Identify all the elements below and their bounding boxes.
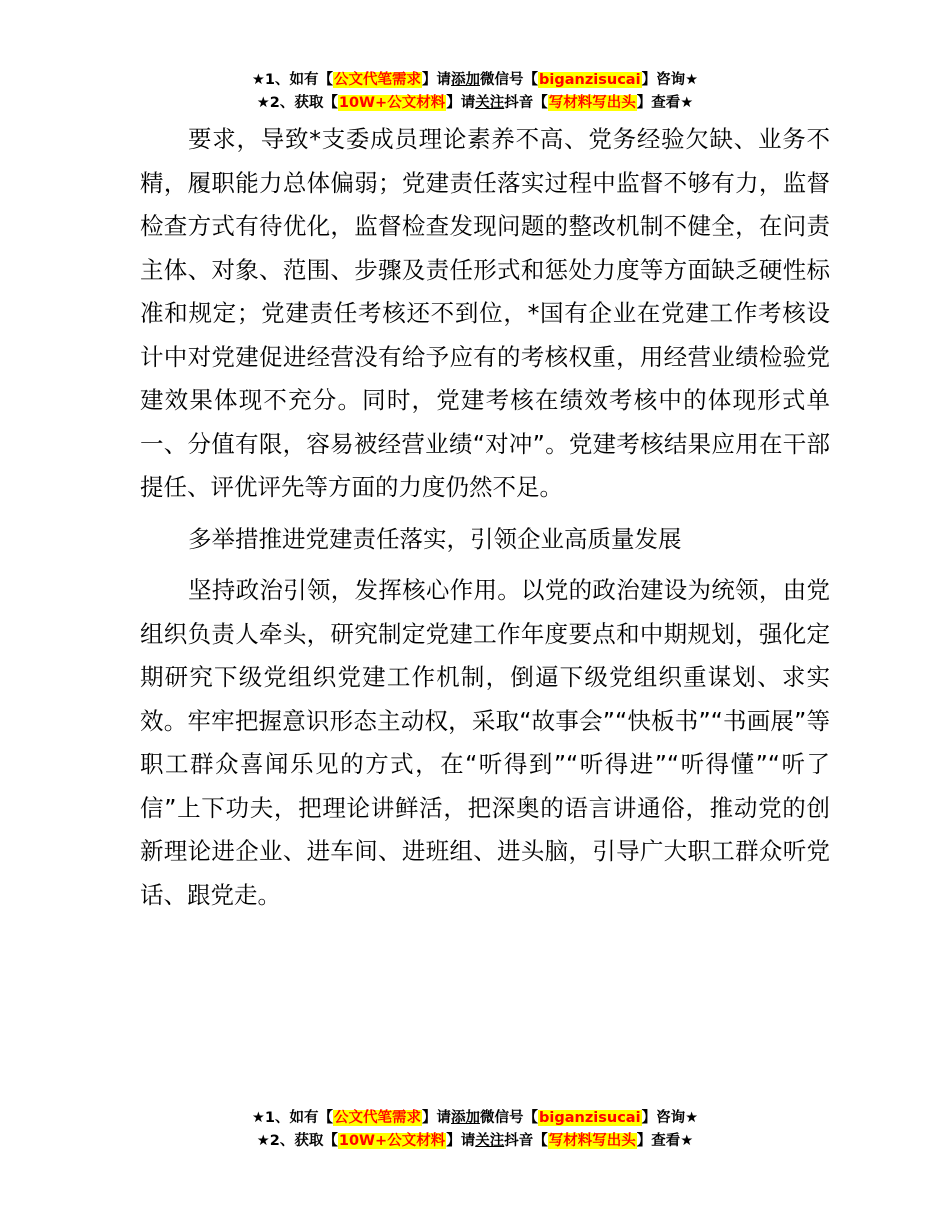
banner-line-1-middle: 】请 bbox=[422, 72, 452, 88]
banner-line-2-underlined: 关注 bbox=[475, 95, 505, 111]
banner-line-2-middle: 】请 bbox=[446, 95, 476, 111]
banner-line-2-suffix: 】查看★ bbox=[636, 95, 694, 111]
banner-line-2-highlight-douyin: 写材料写出头 bbox=[548, 95, 636, 111]
paragraph-problems: 要求，导致*支委成员理论素养不高、党务经验欠缺、业务不精，履职能力总体偏弱；党建责任落实过程中监督不够有力，监督检查方式有待优化，监督检查发现问题的整改机制不健全，在问责主体、对象、范围、步骤及责任形式和惩处力度等方面缺乏硬性标准和规定；党建责任考核还不到位，*国有企业在党建工作考核设计中对党建促进经营没有给予应有的考核权重，用经营业绩检验党建效果体现不充分。同时，党建考核在绩效考核中的体现形式单一、分值有限，容易被经营业绩“对冲”。党建考核结果应用在干部提任、评优评先等方面的力度仍然不足。 bbox=[140, 125, 830, 501]
banner-line-2-highlight-materials: 10W+公文材料 bbox=[338, 95, 446, 111]
footer-line-1-underlined: 添加 bbox=[451, 1110, 481, 1126]
banner-line-1-underlined: 添加 bbox=[451, 72, 481, 88]
footer-line-2-prefix: ★2、获取【 bbox=[256, 1133, 338, 1149]
footer-line-1-middle: 】请 bbox=[422, 1110, 452, 1126]
header-banner bbox=[0, 69, 950, 115]
footer-line-1-highlight-service: 公文代笔需求 bbox=[334, 1110, 422, 1126]
footer-line-2-middle: 】请 bbox=[446, 1133, 476, 1149]
banner-line-1-middle-2: 微信号【 bbox=[480, 72, 539, 88]
banner-line-2-middle-2: 抖音【 bbox=[504, 95, 548, 111]
footer-line-2-suffix: 】查看★ bbox=[636, 1133, 694, 1149]
banner-line-1-highlight-wechat: biganzisucai bbox=[539, 72, 641, 88]
section-heading: 多举措推进党建责任落实，引领企业高质量发展 bbox=[188, 524, 682, 553]
banner-line-1 bbox=[0, 69, 950, 92]
footer-line-1-highlight-wechat: biganzisucai bbox=[539, 1110, 641, 1126]
footer-line-2-middle-2: 抖音【 bbox=[504, 1133, 548, 1149]
footer-banner bbox=[0, 1107, 950, 1153]
footer-line-2-underlined: 关注 bbox=[475, 1133, 505, 1149]
banner-line-2 bbox=[0, 92, 950, 115]
footer-line-1-prefix: ★1、如有【 bbox=[251, 1110, 334, 1126]
banner-line-1-suffix: 】咨询★ bbox=[641, 72, 699, 88]
footer-line-2-highlight-materials: 10W+公文材料 bbox=[338, 1133, 446, 1149]
footer-line-1-middle-2: 微信号【 bbox=[480, 1110, 539, 1126]
banner-line-1-highlight-service: 公文代笔需求 bbox=[334, 72, 422, 88]
footer-line-1-suffix: 】咨询★ bbox=[641, 1110, 699, 1126]
paragraph-political-leadership: 坚持政治引领，发挥核心作用。以党的政治建设为统领，由党组织负责人牵头，研究制定党建工作年度要点和中期规划，强化定期研究下级党组织党建工作机制，倒逼下级党组织重谋划、求实效。牢牢把握意识形态主动权，采取“故事会”“快板书”“书画展”等职工群众喜闻乐见的方式，在“听得到”“听得进”“听得懂”“听了信”上下功夫，把理论讲鲜活，把深奥的语言讲通俗，推动党的创新理论进企业、进车间、进班组、进头脑，引导广大职工群众听党话、跟党走。 bbox=[140, 576, 830, 909]
banner-line-2-prefix: ★2、获取【 bbox=[256, 95, 338, 111]
footer-banner-line-2 bbox=[0, 1130, 950, 1153]
document-body bbox=[140, 118, 830, 925]
footer-banner-line-1 bbox=[0, 1107, 950, 1130]
footer-line-2-highlight-douyin: 写材料写出头 bbox=[548, 1133, 636, 1149]
banner-line-1-prefix: ★1、如有【 bbox=[251, 72, 334, 88]
